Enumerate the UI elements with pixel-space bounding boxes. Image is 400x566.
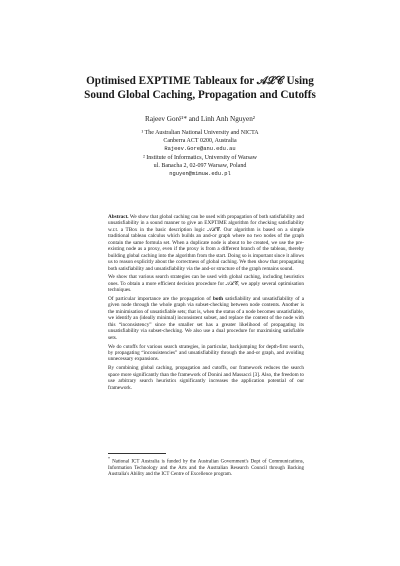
- title-line-1: Optimised EXPTIME Tableaux for 𝒜ℒ𝒞 Using: [86, 75, 314, 87]
- footnote-text: National ICT Australia is funded by the Australian Government's Dept of Communications, Information Technology and the Arts and the Australian Research Council through Backing Australia's Ability and the ICT Centre of Excellence program.: [108, 459, 304, 478]
- abstract-text: We show that global caching can be used with propagation of both satisfiability and unsatisfiability in a sound manner to give an EXPTIME algorithm for checking satisfiability w.r.t. a TBox in the basic description logic 𝒜ℒ𝒞. Our algorithm is based on a simple traditional tableau calculus which builds an and-or graph where no two nodes of the graph contain the same formula set. When a duplicate node is about to be created, we use the pre-existing node as a proxy, even if the proxy is from a different branch of the tableau, thereby building global caching into the algorithm from the start. Doing so is important since it allows us to reason explicitly about the correctness of global caching. We then show that propagating both satisfiability and unsatisfiability via the and-or structure of the graph remains sound.: [108, 214, 304, 272]
- footnote-mark: *: [108, 456, 110, 461]
- abstract-paragraph: [108, 214, 304, 272]
- body-paragraph-2: We show that various search strategies can be used with global caching, including heuristics ones. To obtain a more efficient decision procedure for 𝒜ℒ𝒞, we apply several optimisation techniques.: [108, 274, 304, 294]
- abstract-label: Abstract.: [108, 214, 129, 220]
- paper-body: [108, 214, 304, 393]
- author-email-2: nguyen@mimuw.edu.pl: [169, 171, 231, 177]
- body-paragraph-3: Of particular importance are the propagation of both satisfiability and unsatisfiability of a given node through the whole graph via subset-checking between node contents. Another is the minimisation of unsatisfiable sets; that is, when the status of a node becomes unsatisfiable, we identify an (ideally minimal) inconsistent subset, and replace the content of the node with this “inconsistency” since the smaller set has a greater likelihood of propagating its unsatisfiability via subset-checking. We also use a dual procedure for maximising satisfiable sets.: [108, 296, 305, 341]
- footnote: [108, 456, 304, 478]
- paper-title: [40, 74, 360, 102]
- body-paragraph-5: By combining global caching, propagation and cutoffs, our framework reduces the search space more significantly than the framework of Donini and Massacci [3]. Also, the freedom to use arbitrary search heuristics significantly increases the application potential of our framework.: [108, 365, 304, 391]
- affiliation-1: ¹ The Australian National University and NICTA Canberra ACT 0200, Australia Rajeev.Gore@anu.edu.au: [40, 129, 360, 153]
- affiliations: [40, 129, 360, 179]
- body-paragraph-4: We do cutoffs for various search strategies, in particular, backjumping for depth-first search, by propagating “inconsistencies” and unsatisfiability through the and-or graph, and avoiding unnecessary expansions.: [108, 343, 304, 363]
- emphasis-both: both: [212, 296, 224, 303]
- author-list: Rajeev Goré¹* and Linh Anh Nguyen²: [145, 115, 255, 123]
- affiliation-2: ² Institute of Informatics, University of Warsaw ul. Banacha 2, 02-097 Warsaw, Poland nguyen@mimuw.edu.pl: [40, 154, 360, 178]
- title-line-2: Sound Global Caching, Propagation and Cutoffs: [84, 89, 316, 101]
- footnote-rule: [108, 453, 166, 454]
- author-email-1: Rajeev.Gore@anu.edu.au: [164, 146, 236, 152]
